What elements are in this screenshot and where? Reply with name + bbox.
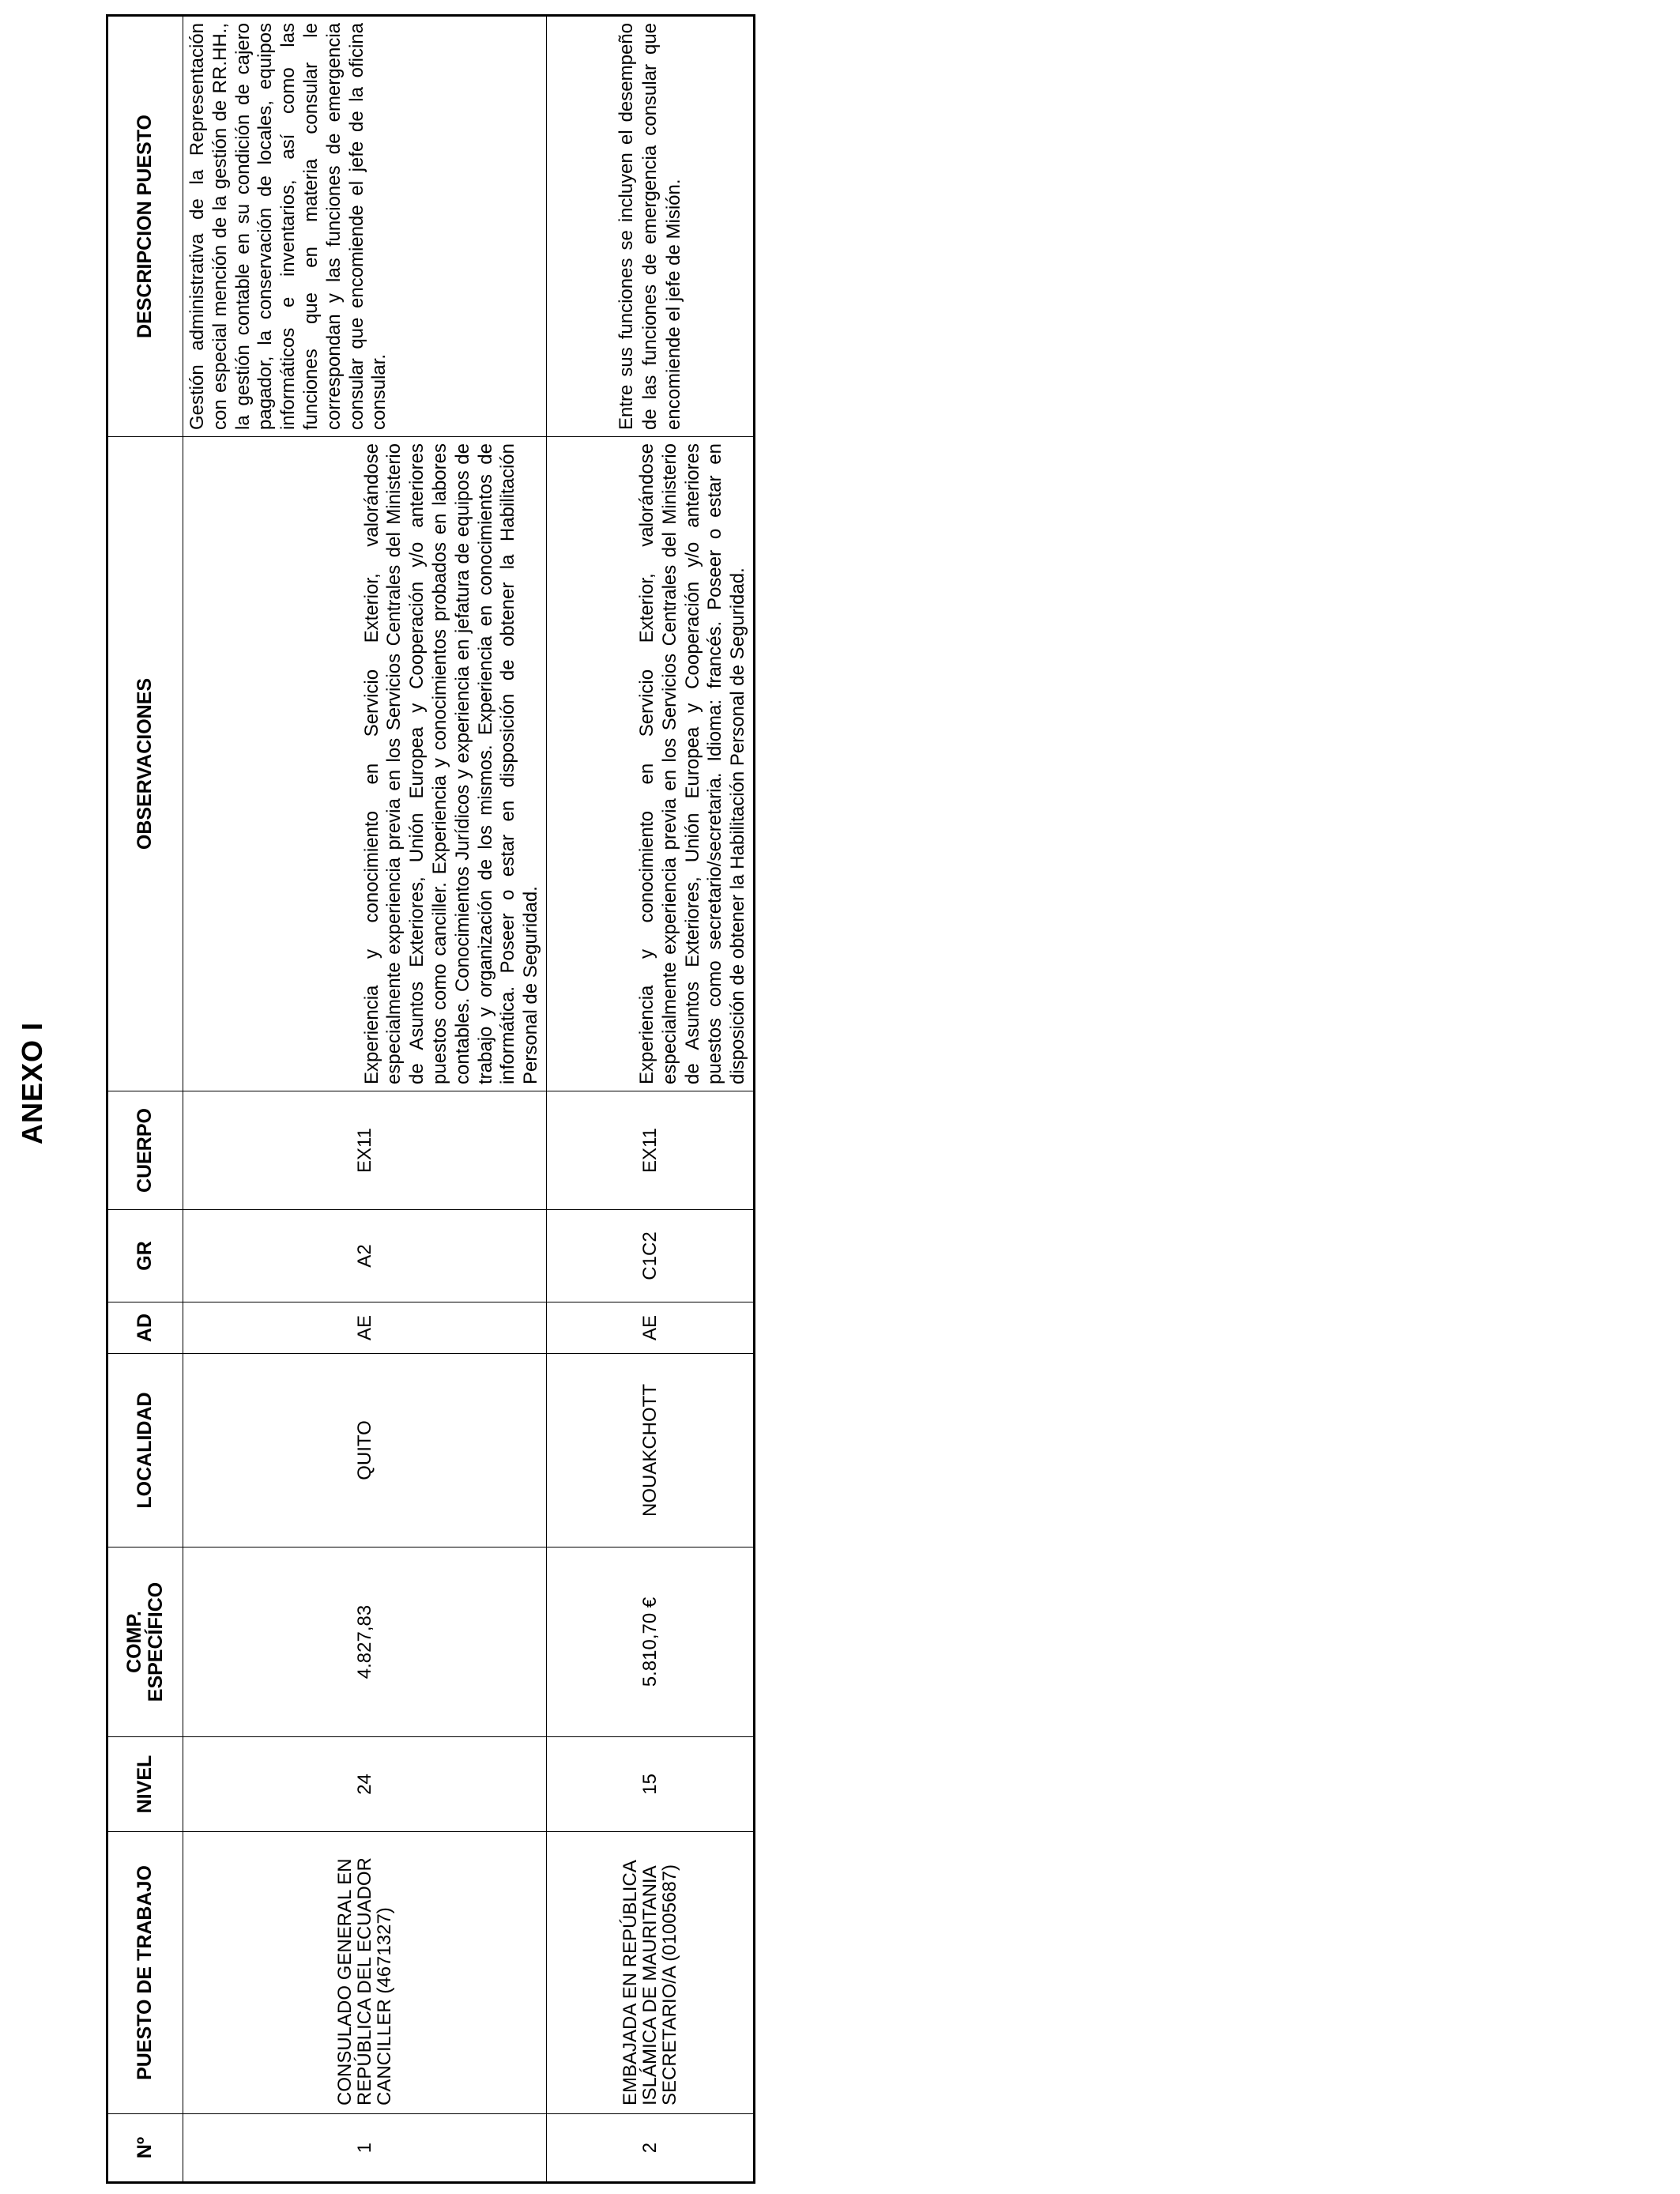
header-cuerpo: CUERPO (107, 1091, 183, 1210)
cell-n: 2 (547, 2114, 755, 2183)
cell-cuerpo: EX11 (547, 1091, 755, 1210)
header-ad: AD (107, 1302, 183, 1354)
cell-n: 1 (183, 2114, 547, 2183)
cell-gr: A2 (183, 1210, 547, 1302)
cell-puesto: CONSULADO GENERAL EN REPÚBLICA DEL ECUADOR CANCILLER (4671327) (183, 1832, 547, 2114)
table-row (183, 16, 547, 2183)
cell-observaciones: Experiencia y conocimiento en Servicio Exterior, valorándose especialmente experiencia previa en los Servicios Centrales del Ministerio de Asuntos Exteriores, Unión Europea y Cooperación y/o anteriores puestos como canciller. Experiencia y conocimientos probados en labores contables. Conocimientos Jurídicos y experiencia en jefatura de equipos de trabajo y organización de los mismos. Experiencia en conocimientos de informática. Poseer o estar en disposición de obtener la Habilitación Personal de Seguridad. (183, 437, 547, 1091)
page-title: ANEXO I (16, 1021, 48, 1145)
cell-nivel: 15 (547, 1737, 755, 1832)
cell-puesto: EMBAJADA EN REPÚBLICA ISLÁMICA DE MAURITANIA SECRETARIO/A (01005687) (547, 1832, 755, 2114)
cell-ad: AE (183, 1302, 547, 1354)
header-gr: GR (107, 1210, 183, 1302)
table-row (547, 16, 755, 2183)
cell-observaciones: Experiencia y conocimiento en Servicio Exterior, valorándose especialmente experiencia previa en los Servicios Centrales del Ministerio de Asuntos Exteriores, Unión Europea y Cooperación y/o anteriores puestos como secretario/secretaria. Idioma: francés. Poseer o estar en disposición de obtener la Habilitación Personal de Seguridad. (547, 437, 755, 1091)
header-nivel: NIVEL (107, 1737, 183, 1832)
cell-cuerpo: EX11 (183, 1091, 547, 1210)
header-puesto: PUESTO DE TRABAJO (107, 1832, 183, 2114)
header-localidad: LOCALIDAD (107, 1354, 183, 1547)
cell-ad: AE (547, 1302, 755, 1354)
cell-comp-especifico: 5.810,70 € (547, 1547, 755, 1737)
cell-localidad: NOUAKCHOTT (547, 1354, 755, 1547)
header-comp-especifico: COMP. ESPECÍFICO (107, 1547, 183, 1737)
header-observaciones: OBSERVACIONES (107, 437, 183, 1091)
cell-descripcion: Entre sus funciones se incluyen el desempeño de las funciones de emergencia consular que encomiende el jefe de Misión. (547, 16, 755, 437)
cell-nivel: 24 (183, 1737, 547, 1832)
cell-localidad: QUITO (183, 1354, 547, 1547)
header-n: Nº (107, 2114, 183, 2183)
header-row (107, 16, 183, 2183)
cell-comp-especifico: 4.827,83 (183, 1547, 547, 1737)
annex-table (106, 14, 755, 2184)
header-descripcion: DESCRIPCION PUESTO (107, 16, 183, 437)
cell-descripcion: Gestión administrativa de la Representación con especial mención de la gestión de RR.HH., la gestión contable en su condición de cajero pagador, la conservación de locales, equipos informáticos e inventarios, así como las funciones que en materia consular le correspondan y las funciones de emergencia consular que encomiende el jefe de la oficina consular. (183, 16, 547, 437)
cell-gr: C1C2 (547, 1210, 755, 1302)
